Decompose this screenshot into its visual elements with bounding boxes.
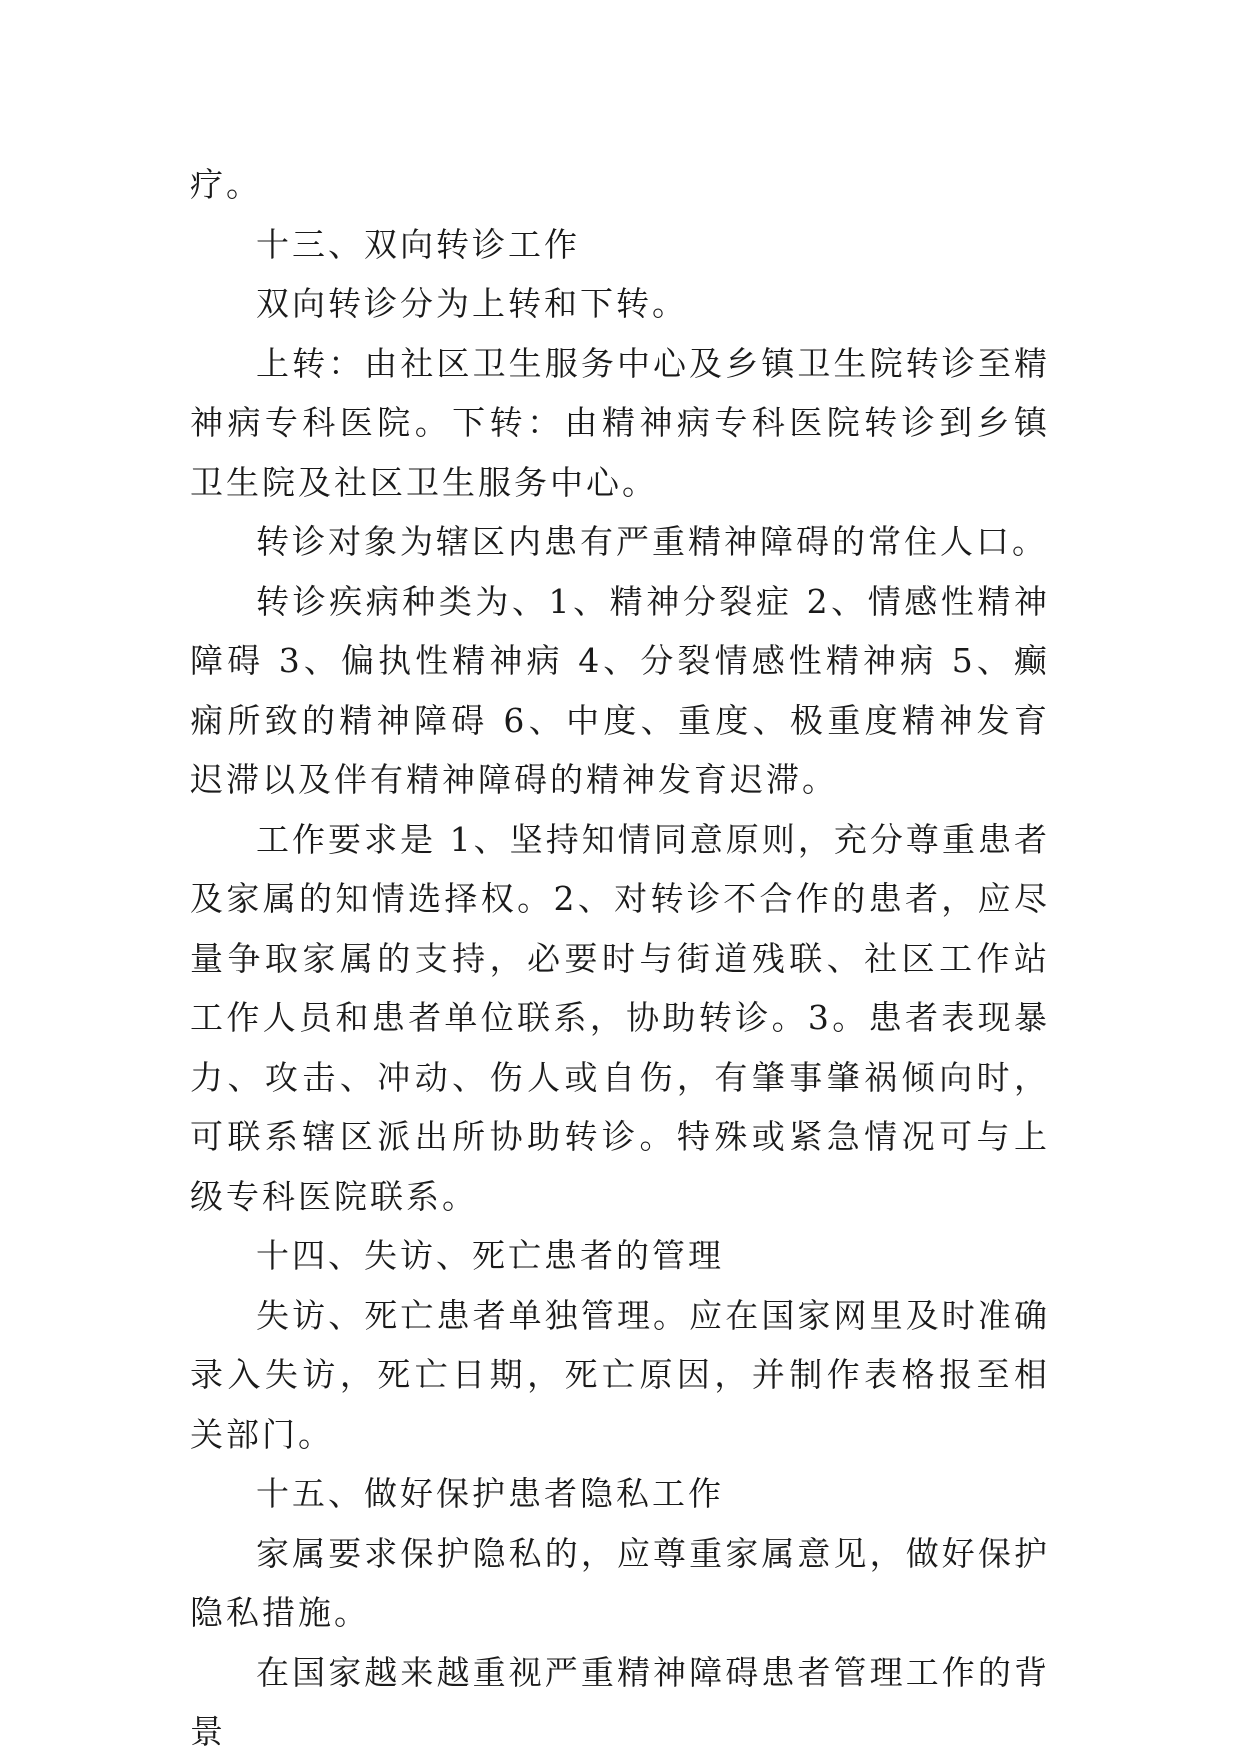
section-heading-14: 十四、失访、死亡患者的管理 xyxy=(256,1236,724,1275)
paragraph: 家属要求保护隐私的，应尊重家属意见，做好保护隐私措施。 xyxy=(190,1533,1050,1632)
section-heading-15: 十五、做好保护患者隐私工作 xyxy=(256,1474,724,1513)
paragraph: 转诊疾病种类为、1、精神分裂症 2、情感性精神障碍 3、偏执性精神病 4、分裂情感性精神病 5、癫痫所致的精神障碍 6、中度、重度、极重度精神发育迟滞以及伴有精神障碍的精神发育迟滞。 xyxy=(190,581,1050,799)
section-heading-13: 十三、双向转诊工作 xyxy=(256,224,580,264)
paragraph: 转诊对象为辖区内患有严重精神障碍的常住人口。 xyxy=(256,522,1048,561)
paragraph: 上转：由社区卫生服务中心及乡镇卫生院转诊至精神病专科医院。下转：由精神病专科医院转诊到乡镇卫生院及社区卫生服务中心。 xyxy=(190,343,1050,502)
paragraph-continuation: 疗。 xyxy=(190,165,262,204)
paragraph: 双向转诊分为上转和下转。 xyxy=(256,284,688,323)
paragraph: 在国家越来越重视严重精神障碍患者管理工作的背景 xyxy=(190,1652,1050,1751)
paragraph: 失访、死亡患者单独管理。应在国家网里及时准确录入失访，死亡日期，死亡原因，并制作表格报至相关部门。 xyxy=(190,1295,1050,1454)
document-body xyxy=(190,155,1050,1762)
paragraph: 工作要求是 1、坚持知情同意原则，充分尊重患者及家属的知情选择权。2、对转诊不合作的患者，应尽量争取家属的支持，必要时与街道残联、社区工作站工作人员和患者单位联系，协助转诊。3。患者表现暴力、攻击、冲动、伤人或自伤，有肇事肇祸倾向时，可联系辖区派出所协助转诊。特殊或紧急情况可与上级专科医院联系。 xyxy=(190,819,1050,1216)
